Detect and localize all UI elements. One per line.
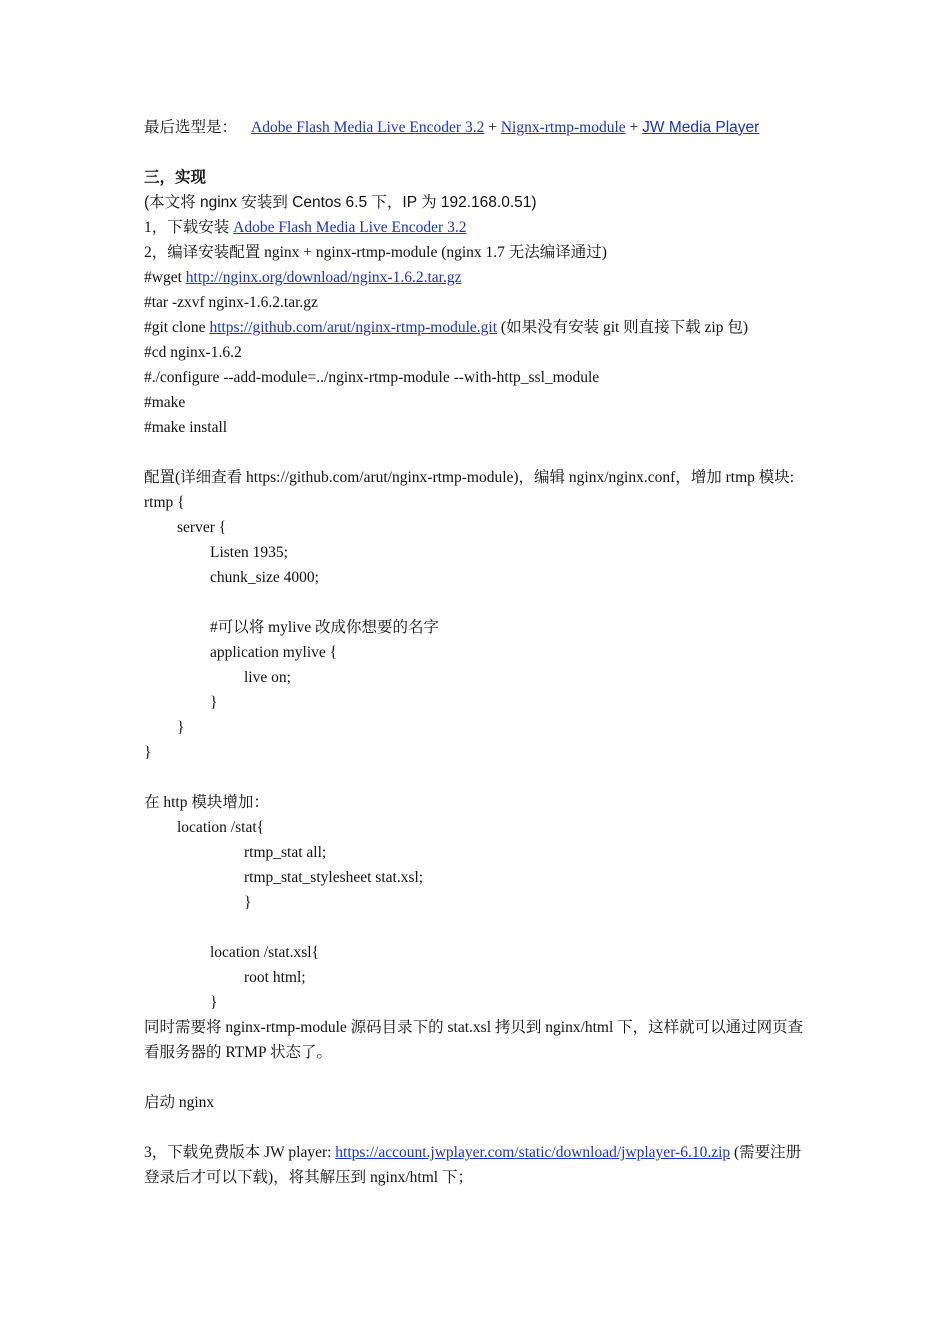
git-suffix: (如果没有安装 git 则直接下载 zip 包) bbox=[497, 319, 749, 336]
http-conf-line: location /stat{ bbox=[177, 819, 265, 836]
intro-line bbox=[144, 115, 814, 140]
http-conf-line: rtmp_stat_stylesheet stat.xsl; bbox=[244, 869, 424, 886]
plus-sign: + bbox=[484, 119, 501, 136]
nginx-download-link[interactable]: http://nginx.org/download/nginx-1.6.2.tar.gz bbox=[185, 269, 462, 286]
step3-suffix: (需要注册登录后才可以下载)，将其解压到 nginx/html 下； bbox=[144, 1144, 802, 1186]
step3-paragraph bbox=[144, 1140, 814, 1190]
configure-command: #./configure --add-module=../nginx-rtmp-module --with-http_ssl_module bbox=[144, 369, 600, 386]
nignx-rtmp-module-link[interactable]: Nignx-rtmp-module bbox=[500, 119, 626, 136]
install-note: (本文将 nginx 安装到 Centos 6.5 下，IP 为 192.168.0.51) bbox=[144, 194, 537, 211]
jwplayer-download-link[interactable]: https://account.jwplayer.com/static/download/jwplayer-6.10.zip bbox=[335, 1144, 731, 1161]
spacer bbox=[144, 1115, 814, 1140]
rtmp-conf-line: } bbox=[144, 744, 152, 761]
spacer bbox=[144, 915, 814, 940]
rtmp-conf-comment: #可以将 mylive 改成你想要的名字 bbox=[210, 619, 440, 636]
adobe-fmle-download-link[interactable]: Adobe Flash Media Live Encoder 3.2 bbox=[233, 219, 467, 236]
tar-command: #tar -zxvf nginx-1.6.2.tar.gz bbox=[144, 294, 318, 311]
rtmp-conf-line: Listen 1935; bbox=[210, 544, 288, 561]
rtmp-conf-line: application mylive { bbox=[210, 644, 338, 661]
http-conf-line: root html; bbox=[244, 969, 306, 986]
jw-media-player-link[interactable]: JW Media Player bbox=[642, 119, 760, 136]
nginx-rtmp-module-git-link[interactable]: https://github.com/arut/nginx-rtmp-module.git bbox=[209, 319, 498, 336]
copy-note: 同时需要将 nginx-rtmp-module 源码目录下的 stat.xsl 拷贝到 nginx/html 下，这样就可以通过网页查看服务器的 RTMP 状态了。 bbox=[144, 1019, 804, 1061]
spacer bbox=[144, 140, 814, 165]
rtmp-conf-line: live on; bbox=[244, 669, 291, 686]
start-nginx: 启动 nginx bbox=[144, 1094, 215, 1111]
step2-line: 2，编译安装配置 nginx + nginx-rtmp-module (nginx 1.7 无法编译通过) bbox=[144, 244, 607, 261]
config-description: 配置(详细查看 https://github.com/arut/nginx-rtmp-module)，编辑 nginx/nginx.conf，增加 rtmp 模块: bbox=[144, 469, 795, 486]
http-conf-line: rtmp_stat all; bbox=[244, 844, 327, 861]
spacer bbox=[144, 440, 814, 465]
rtmp-conf-line: server { bbox=[177, 519, 227, 536]
make-command: #make bbox=[144, 394, 186, 411]
git-prefix: #git clone bbox=[144, 319, 210, 336]
wget-prefix: #wget bbox=[144, 269, 186, 286]
make-install-command: #make install bbox=[144, 419, 228, 436]
step1-text: 1，下载安装 bbox=[144, 219, 234, 236]
step3-prefix: 3，下载免费版本 JW player: bbox=[144, 1144, 336, 1161]
git-clone-command bbox=[144, 315, 814, 340]
spacer bbox=[144, 765, 814, 790]
plus-sign: + bbox=[625, 119, 643, 136]
http-conf-line: location /stat.xsl{ bbox=[210, 944, 320, 961]
section-heading: 三，实现 bbox=[144, 169, 207, 186]
spacer bbox=[144, 590, 814, 615]
http-conf-line: } bbox=[210, 994, 218, 1011]
cd-command: #cd nginx-1.6.2 bbox=[144, 344, 242, 361]
http-description: 在 http 模块增加： bbox=[144, 794, 269, 811]
http-conf-line: } bbox=[244, 894, 252, 911]
rtmp-conf-line: } bbox=[210, 694, 218, 711]
wget-command bbox=[144, 265, 814, 290]
intro-prefix: 最后选型是： bbox=[144, 119, 238, 136]
rtmp-conf-line: rtmp { bbox=[144, 494, 185, 511]
adobe-fmle-link[interactable]: Adobe Flash Media Live Encoder 3.2 bbox=[251, 119, 485, 136]
step1-line bbox=[144, 215, 814, 240]
rtmp-conf-line: chunk_size 4000; bbox=[210, 569, 319, 586]
rtmp-conf-line: } bbox=[177, 719, 185, 736]
document-body bbox=[144, 115, 814, 1190]
spacer bbox=[144, 1065, 814, 1090]
